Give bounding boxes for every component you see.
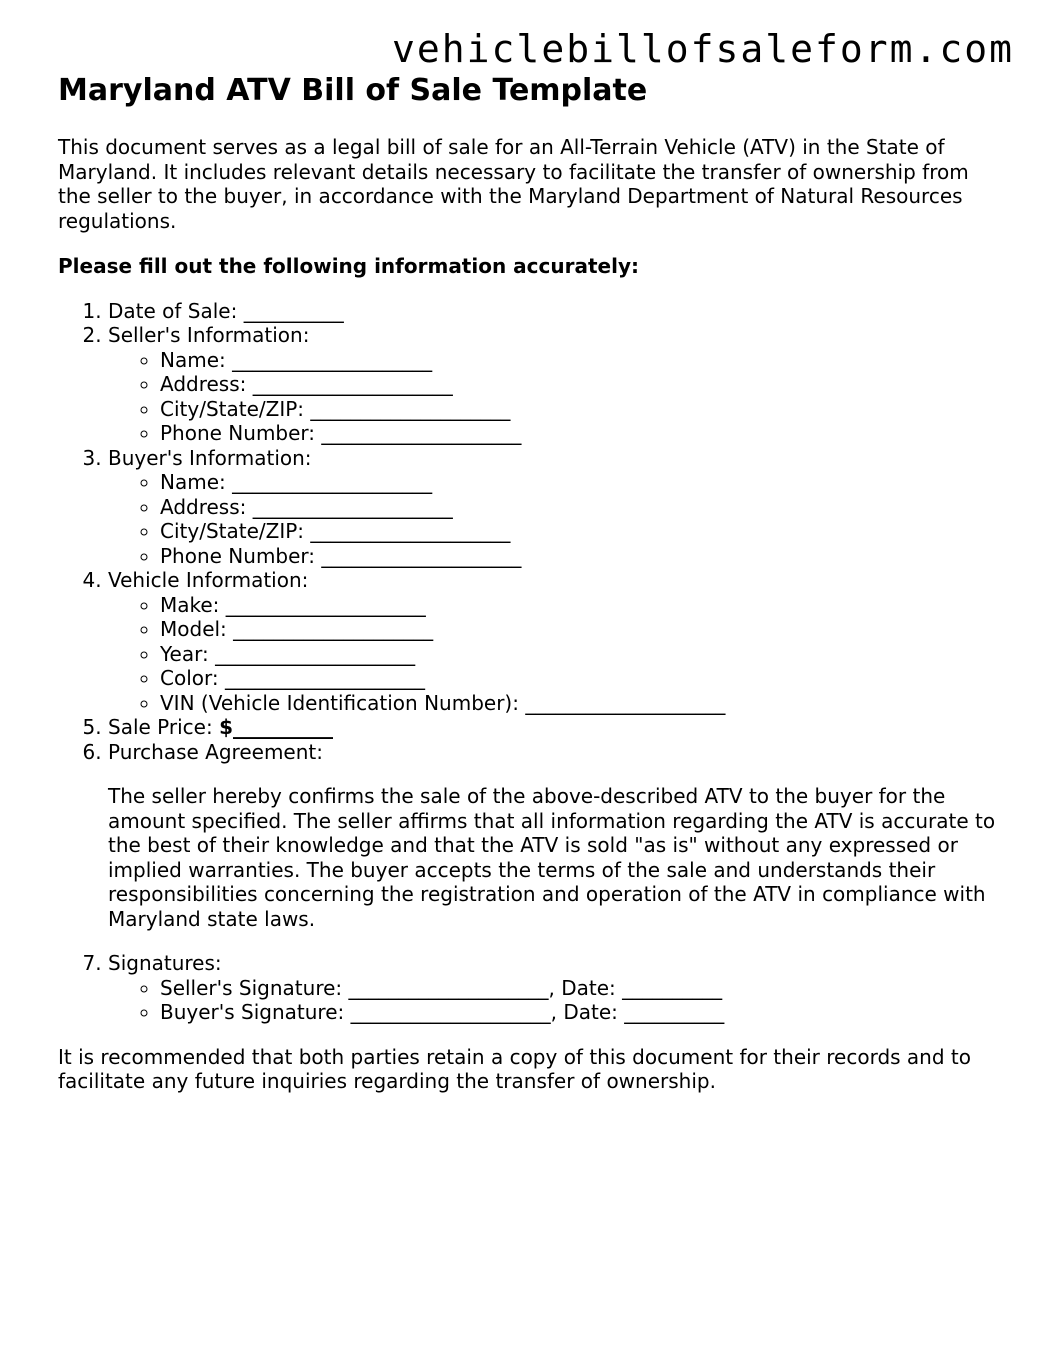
list-item-signatures [108,951,998,1025]
vehicle-fields-list [108,593,998,716]
instruction-text: Please fill out the following information accurately: [58,254,639,278]
vehicle-vin-field: ◦ VIN (Vehicle Identification Number): ____________________ [160,691,998,716]
document-body [58,72,998,1094]
list-item-seller-info [108,323,998,446]
vehicle-model-field: ◦ Model: ____________________ [160,617,998,642]
purchase-agreement-heading: Purchase Agreement: [108,739,323,764]
buyer-info-heading: Buyer's Information: [108,445,312,470]
vehicle-make-field: ◦ Make: ____________________ [160,593,998,618]
seller-city-field: ◦ City/State/ZIP: ____________________ [160,397,998,422]
seller-fields-list [108,348,998,446]
purchase-agreement-text: The seller hereby confirms the sale of the above-described ATV to the buyer for the amount specified. The seller affirms that all information regarding the ATV is accurate to the best of their knowledge and that the ATV is sold "as is" without any expressed or implied warranties. The buyer accepts the terms of the sale and understands their responsibilities concerning the registration and operation of the ATV in compliance with Maryland state laws. [108,784,996,931]
buyer-city-field: ◦ City/State/ZIP: ____________________ [160,519,998,544]
buyer-phone-field: ◦ Phone Number: ____________________ [160,544,998,569]
vehicle-year-field: ◦ Year: ____________________ [160,642,998,667]
seller-info-heading: Seller's Information: [108,323,310,347]
buyer-fields-list [108,470,998,568]
list-item-date-of-sale [108,299,998,324]
list-item-sale-price [108,715,998,740]
closing-paragraph: It is recommended that both parties retain a copy of this document for their records and to facilitate any future inquiries regarding the transfer of ownership. [58,1044,971,1093]
signatures-heading: Signatures: [108,951,222,975]
vehicle-info-heading: Vehicle Information: [108,568,309,592]
seller-address-field: ◦ Address: ____________________ [160,372,998,397]
seller-phone-field: ◦ Phone Number: ____________________ [160,421,998,446]
seller-name-field: ◦ Name: ____________________ [160,348,998,373]
document-title: Maryland ATV Bill of Sale Template [58,73,648,108]
list-item-purchase-agreement [108,740,998,932]
list-item-buyer-info [108,446,998,569]
buyer-address-field: ◦ Address: ____________________ [160,495,998,520]
site-watermark: vehiclebillofsaleform.com [392,27,1014,71]
seller-signature-field: ◦ Seller's Signature: ____________________, Date: __________ [160,976,998,1001]
signature-fields-list [108,976,998,1025]
buyer-signature-field: ◦ Buyer's Signature: ____________________, Date: __________ [160,1000,998,1025]
sale-price-field: $__________ [219,715,333,739]
vehicle-color-field: ◦ Color: ____________________ [160,666,998,691]
intro-paragraph: This document serves as a legal bill of sale for an All-Terrain Vehicle (ATV) in the State of Maryland. It includes relevant details necessary to facilitate the transfer of ownership from the seller to the buyer, in accordance with the Maryland Department of Natural Resources regulations. [58,135,969,233]
form-items-list [58,299,998,1025]
sale-price-label: Sale Price: [108,715,220,739]
list-item-vehicle-info [108,568,998,715]
date-of-sale-field: Date of Sale: __________ [108,298,344,323]
buyer-name-field: ◦ Name: ____________________ [160,470,998,495]
